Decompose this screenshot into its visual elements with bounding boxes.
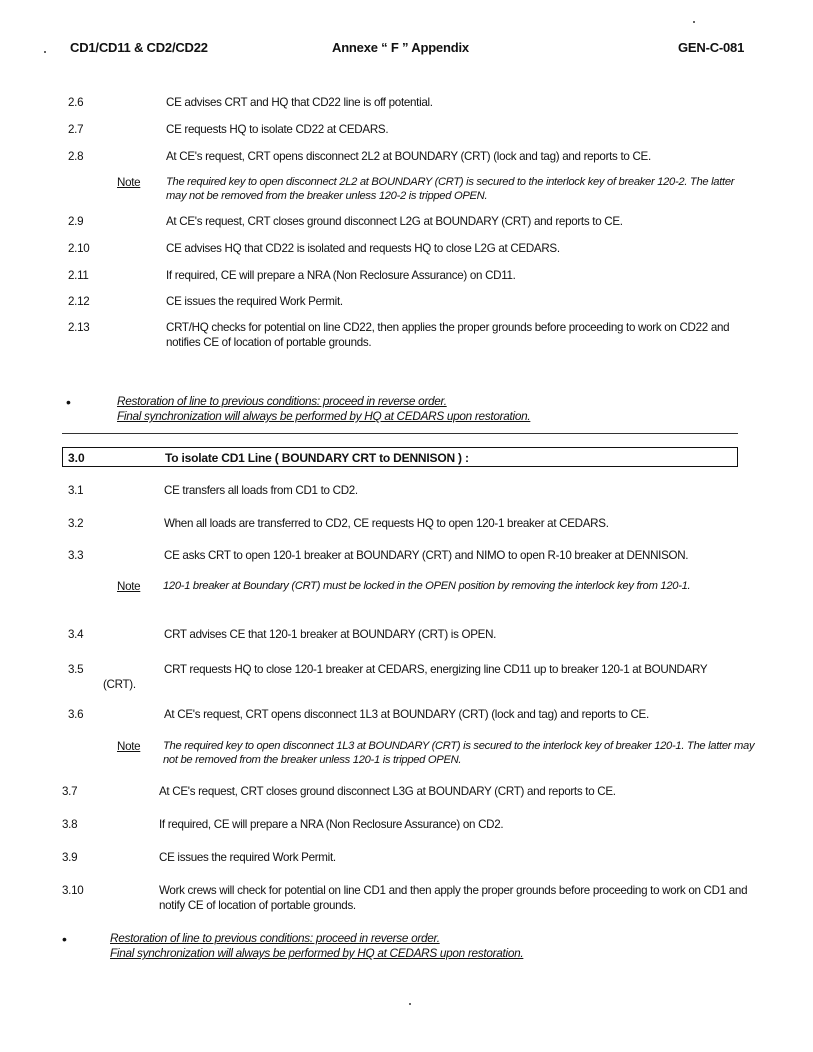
- note-label: Note: [117, 740, 141, 753]
- item-number: 3.8: [62, 818, 78, 831]
- item-number: 3.2: [68, 517, 84, 530]
- item-text: CE issues the required Work Permit.: [166, 295, 343, 308]
- item-number: 2.8: [68, 150, 84, 163]
- item-number: 2.12: [68, 295, 90, 308]
- header-right: GEN-C-081: [678, 40, 745, 55]
- item-text: If required, CE will prepare a NRA (Non Reclosure Assurance) on CD2.: [159, 818, 504, 831]
- item-number: 3.4: [68, 628, 84, 641]
- section-number: 3.0: [68, 451, 85, 465]
- item-number: 2.9: [68, 215, 84, 228]
- item-number: 2.7: [68, 123, 84, 136]
- item-text: CRT/HQ checks for potential on line CD22, then applies the proper grounds before proceeding to work on CD22 and notifies CE of location of portable grounds.: [166, 321, 730, 349]
- item-number: 2.10: [68, 242, 90, 255]
- item-number: 2.6: [68, 96, 84, 109]
- section-title: To isolate CD1 Line ( BOUNDARY CRT to DENNISON ) :: [165, 451, 469, 465]
- item-number: 3.9: [62, 851, 78, 864]
- note-text: 120-1 breaker at Boundary (CRT) must be locked in the OPEN position by removing the interlock key from 120-1.: [163, 580, 691, 592]
- item-number: 3.7: [62, 785, 78, 798]
- restoration-line1: Restoration of line to previous conditions: proceed in reverse order.: [117, 394, 447, 408]
- note-label: Note: [117, 580, 141, 593]
- restoration-line2: Final synchronization will always be performed by HQ at CEDARS upon restoration.: [110, 946, 524, 960]
- item-number: 3.3: [68, 549, 84, 562]
- scan-speck: [693, 21, 695, 23]
- item-text-continued: (CRT).: [103, 678, 136, 691]
- item-number: 3.6: [68, 708, 84, 721]
- item-number: 2.13: [68, 321, 90, 334]
- note-text: The required key to open disconnect 2L2 at BOUNDARY (CRT) is secured to the interlock key of breaker 120-2. The latter may not be removed from the breaker unless 120-2 is tripped OPEN.: [166, 176, 735, 202]
- header-center: Annexe “ F ” Appendix: [332, 40, 469, 55]
- bullet: •: [62, 931, 67, 947]
- item-number: 3.10: [62, 884, 84, 897]
- section-rule: [62, 433, 738, 434]
- item-text: CE advises CRT and HQ that CD22 line is off potential.: [166, 96, 433, 109]
- item-number: 3.1: [68, 484, 84, 497]
- item-text: CE asks CRT to open 120-1 breaker at BOUNDARY (CRT) and NIMO to open R-10 breaker at DENNISON.: [164, 549, 689, 562]
- header-left: CD1/CD11 & CD2/CD22: [70, 40, 208, 55]
- restoration-line1: Restoration of line to previous conditions: proceed in reverse order.: [110, 931, 440, 945]
- item-text: Work crews will check for potential on line CD1 and then apply the proper grounds before proceeding to work on CD1 and notify CE of location of portable grounds.: [159, 884, 748, 912]
- item-text: At CE's request, CRT opens disconnect 1L3 at BOUNDARY (CRT) (lock and tag) and reports to CE.: [164, 708, 649, 721]
- scan-speck: [409, 1003, 411, 1005]
- restoration-line2: Final synchronization will always be performed by HQ at CEDARS upon restoration.: [117, 409, 531, 423]
- item-number: 3.5: [68, 663, 84, 676]
- note-label: Note: [117, 176, 141, 189]
- item-number: 2.11: [68, 269, 89, 282]
- item-text: At CE's request, CRT closes ground disconnect L3G at BOUNDARY (CRT) and reports to CE.: [159, 785, 616, 798]
- item-text: CRT requests HQ to close 120-1 breaker at CEDARS, energizing line CD11 up to breaker 120-1 at BOUNDARY: [164, 663, 708, 676]
- item-text: At CE's request, CRT opens disconnect 2L2 at BOUNDARY (CRT) (lock and tag) and reports to CE.: [166, 150, 651, 163]
- item-text: CRT advises CE that 120-1 breaker at BOUNDARY (CRT) is OPEN.: [164, 628, 497, 641]
- item-text: When all loads are transferred to CD2, CE requests HQ to open 120-1 breaker at CEDARS.: [164, 517, 609, 530]
- item-text: CE requests HQ to isolate CD22 at CEDARS.: [166, 123, 389, 136]
- item-text: At CE's request, CRT closes ground disconnect L2G at BOUNDARY (CRT) and reports to CE.: [166, 215, 623, 228]
- item-text: CE advises HQ that CD22 is isolated and requests HQ to close L2G at CEDARS.: [166, 242, 560, 255]
- item-text: CE transfers all loads from CD1 to CD2.: [164, 484, 358, 497]
- item-text: CE issues the required Work Permit.: [159, 851, 336, 864]
- item-text: If required, CE will prepare a NRA (Non Reclosure Assurance) on CD11.: [166, 269, 516, 282]
- bullet: •: [66, 394, 71, 410]
- note-text: The required key to open disconnect 1L3 at BOUNDARY (CRT) is secured to the interlock key of breaker 120-1. The latter may not be removed from the breaker unless 120-1 is tripped OPEN.: [163, 740, 755, 766]
- scan-speck: [44, 51, 46, 53]
